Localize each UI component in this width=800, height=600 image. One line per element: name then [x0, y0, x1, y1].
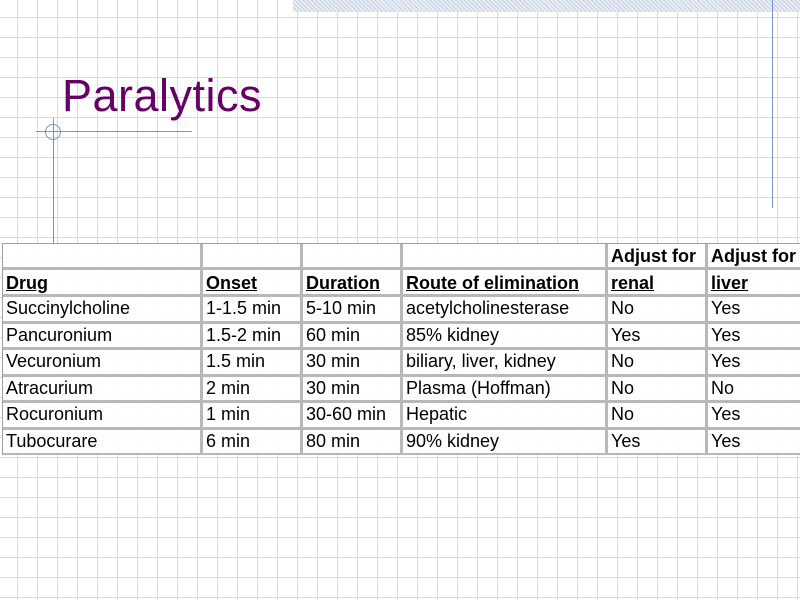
- cell-adjust-liver: Yes: [708, 297, 800, 324]
- cell-route: Plasma (Hoffman): [403, 377, 608, 404]
- cell-route: 85% kidney: [403, 324, 608, 351]
- cell-adjust-renal: Yes: [608, 324, 708, 351]
- cell-drug: Pancuronium: [3, 324, 203, 351]
- paralytics-table: [2, 243, 800, 455]
- cell-drug: Atracurium: [3, 377, 203, 404]
- header-cell-duration: [303, 270, 403, 297]
- decorative-vertical-line: [772, 0, 773, 208]
- cell-adjust-renal: No: [608, 377, 708, 404]
- table-row: [3, 430, 800, 456]
- cell-route: 90% kidney: [403, 430, 608, 456]
- cell-duration: 30 min: [303, 350, 403, 377]
- cell-onset: 2 min: [203, 377, 303, 404]
- header-cell-adjust-renal-top: Adjust for: [608, 244, 708, 270]
- cell-adjust-renal: No: [608, 297, 708, 324]
- cell-adjust-liver: Yes: [708, 350, 800, 377]
- table-row: [3, 403, 800, 430]
- cell-duration: 30 min: [303, 377, 403, 404]
- cell-drug: Rocuronium: [3, 403, 203, 430]
- table-row: [3, 377, 800, 404]
- cell-onset: 6 min: [203, 430, 303, 456]
- cell-adjust-liver: No: [708, 377, 800, 404]
- cell-onset: 1.5 min: [203, 350, 303, 377]
- cell-adjust-liver: Yes: [708, 430, 800, 456]
- header-cell: [203, 244, 303, 270]
- cell-adjust-renal: No: [608, 350, 708, 377]
- slide-title: Paralytics: [62, 70, 263, 121]
- header-cell-adjust-renal: [608, 270, 708, 297]
- cell-duration: 80 min: [303, 430, 403, 456]
- table-container: [2, 243, 800, 455]
- cell-duration: 30-60 min: [303, 403, 403, 430]
- cell-route: biliary, liver, kidney: [403, 350, 608, 377]
- header-cell: [3, 244, 203, 270]
- cell-adjust-renal: No: [608, 403, 708, 430]
- title-accent-circle: [45, 124, 61, 140]
- header-label: liver: [711, 273, 749, 293]
- table-row: [3, 324, 800, 351]
- header-cell-adjust-liver-top: Adjust for: [708, 244, 800, 270]
- cell-drug: Tubocurare: [3, 430, 203, 456]
- header-label: Route of elimination: [406, 273, 579, 293]
- table-row: [3, 350, 800, 377]
- cell-route: Hepatic: [403, 403, 608, 430]
- table-header-row: [3, 270, 800, 297]
- cell-route: acetylcholinesterase: [403, 297, 608, 324]
- cell-onset: 1-1.5 min: [203, 297, 303, 324]
- header-label: renal: [611, 273, 655, 293]
- cell-onset: 1 min: [203, 403, 303, 430]
- header-cell: [303, 244, 403, 270]
- header-cell-route: [403, 270, 608, 297]
- cell-drug: Vecuronium: [3, 350, 203, 377]
- header-cell: [403, 244, 608, 270]
- header-cell-onset: [203, 270, 303, 297]
- header-label: Duration: [306, 273, 380, 293]
- table-row: [3, 297, 800, 324]
- table-header-row-top: [3, 244, 800, 270]
- cell-adjust-liver: Yes: [708, 403, 800, 430]
- header-cell-adjust-liver: [708, 270, 800, 297]
- cell-drug: Succinylcholine: [3, 297, 203, 324]
- header-label: Drug: [6, 273, 48, 293]
- cell-onset: 1.5-2 min: [203, 324, 303, 351]
- cell-adjust-renal: Yes: [608, 430, 708, 456]
- cell-duration: 60 min: [303, 324, 403, 351]
- header-cell-drug: [3, 270, 203, 297]
- cell-duration: 5-10 min: [303, 297, 403, 324]
- decorative-top-band: [293, 0, 800, 12]
- cell-adjust-liver: Yes: [708, 324, 800, 351]
- header-label: Onset: [206, 273, 258, 293]
